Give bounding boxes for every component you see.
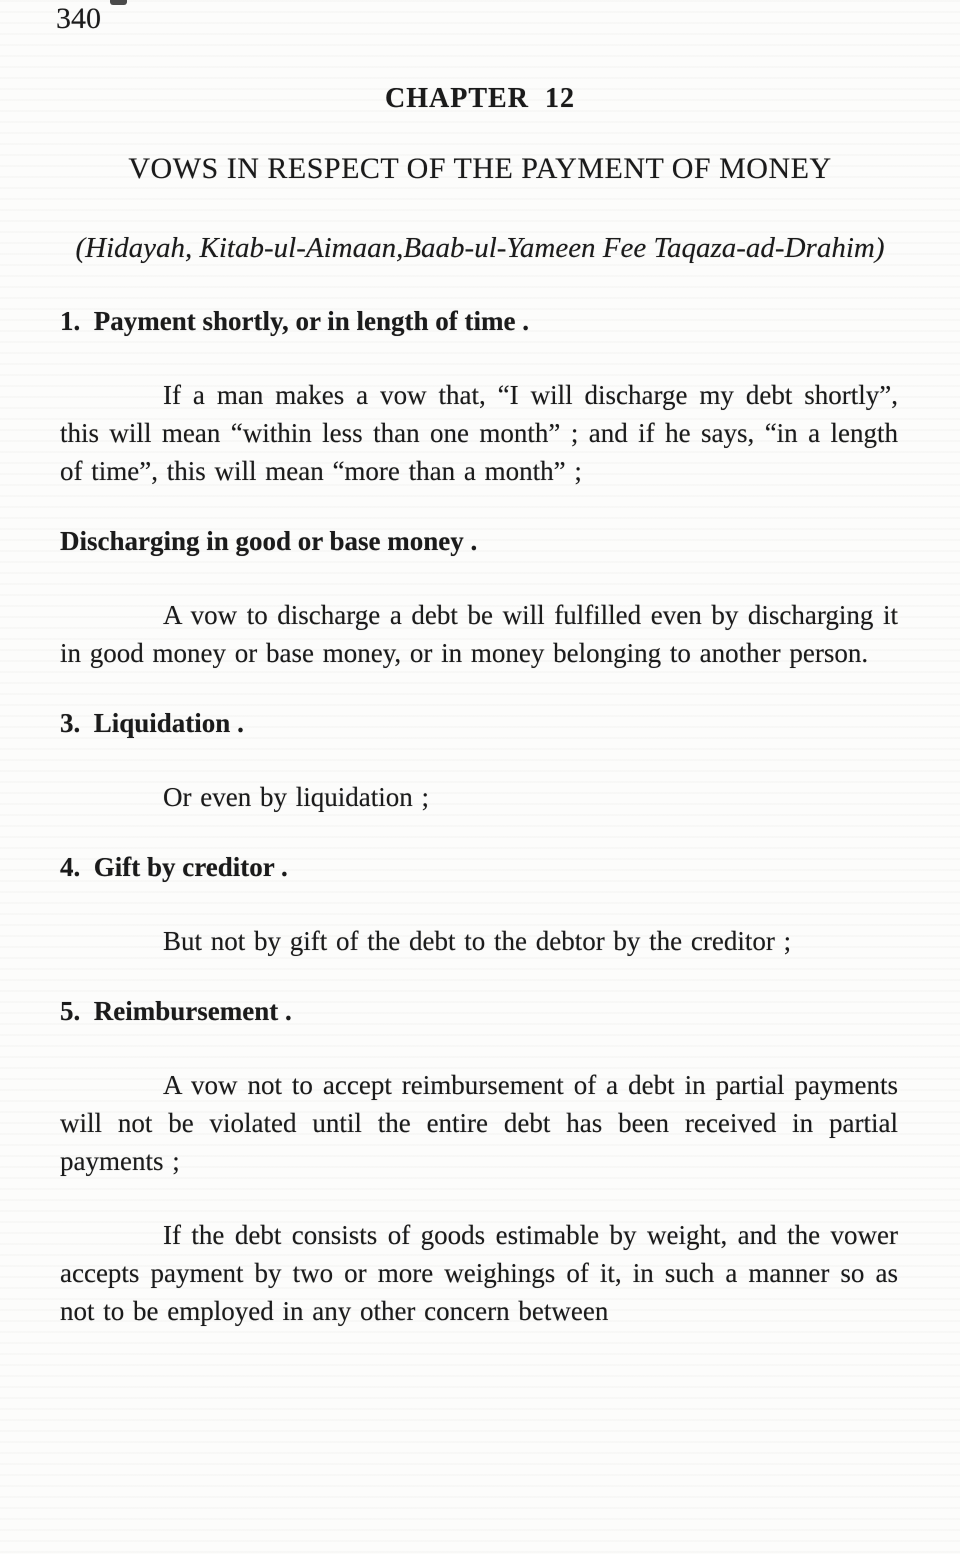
page-number: 340 — [56, 2, 101, 35]
content-sections — [0, 302, 960, 1330]
chapter-heading: CHAPTER 12 — [385, 83, 575, 114]
section-paragraph: A vow not to accept reimbursement of a debt in partial payments will not be violated until the entire debt has been received in partial payments ; — [60, 1070, 898, 1176]
section-heading: Discharging in good or base money . — [60, 526, 478, 556]
section-paragraph: If the debt consists of goods estimable by weight, and the vower accepts payment by two or more weighings of it, in such a manner so as not to be employed in any other concern between — [60, 1220, 898, 1326]
scan-artifact-mark — [110, 0, 127, 5]
section-heading: 1. Payment shortly, or in length of time . — [60, 306, 529, 336]
chapter-title: VOWS IN RESPECT OF THE PAYMENT OF MONEY — [128, 152, 832, 185]
section-heading: 5. Reimbursement . — [60, 996, 292, 1026]
section-heading: 4. Gift by creditor . — [60, 852, 288, 882]
section-paragraph: But not by gift of the debt to the debtor by the creditor ; — [163, 926, 792, 956]
section-paragraph: If a man makes a vow that, “I will discharge my debt shortly”, this will mean “within less than one month” ; and if he says, “in a length of time”, this will mean “more than a month” ; — [60, 380, 898, 486]
section-paragraph: A vow to discharge a debt be will fulfilled even by discharging it in good money or base money, or in money belonging to another person. — [60, 600, 898, 668]
source-citation: (Hidayah, Kitab-ul-Aimaan,Baab-ul-Yameen Fee Taqaza-ad-Drahim) — [75, 232, 885, 264]
section-paragraph: Or even by liquidation ; — [163, 782, 429, 812]
section-heading: 3. Liquidation . — [60, 708, 244, 738]
